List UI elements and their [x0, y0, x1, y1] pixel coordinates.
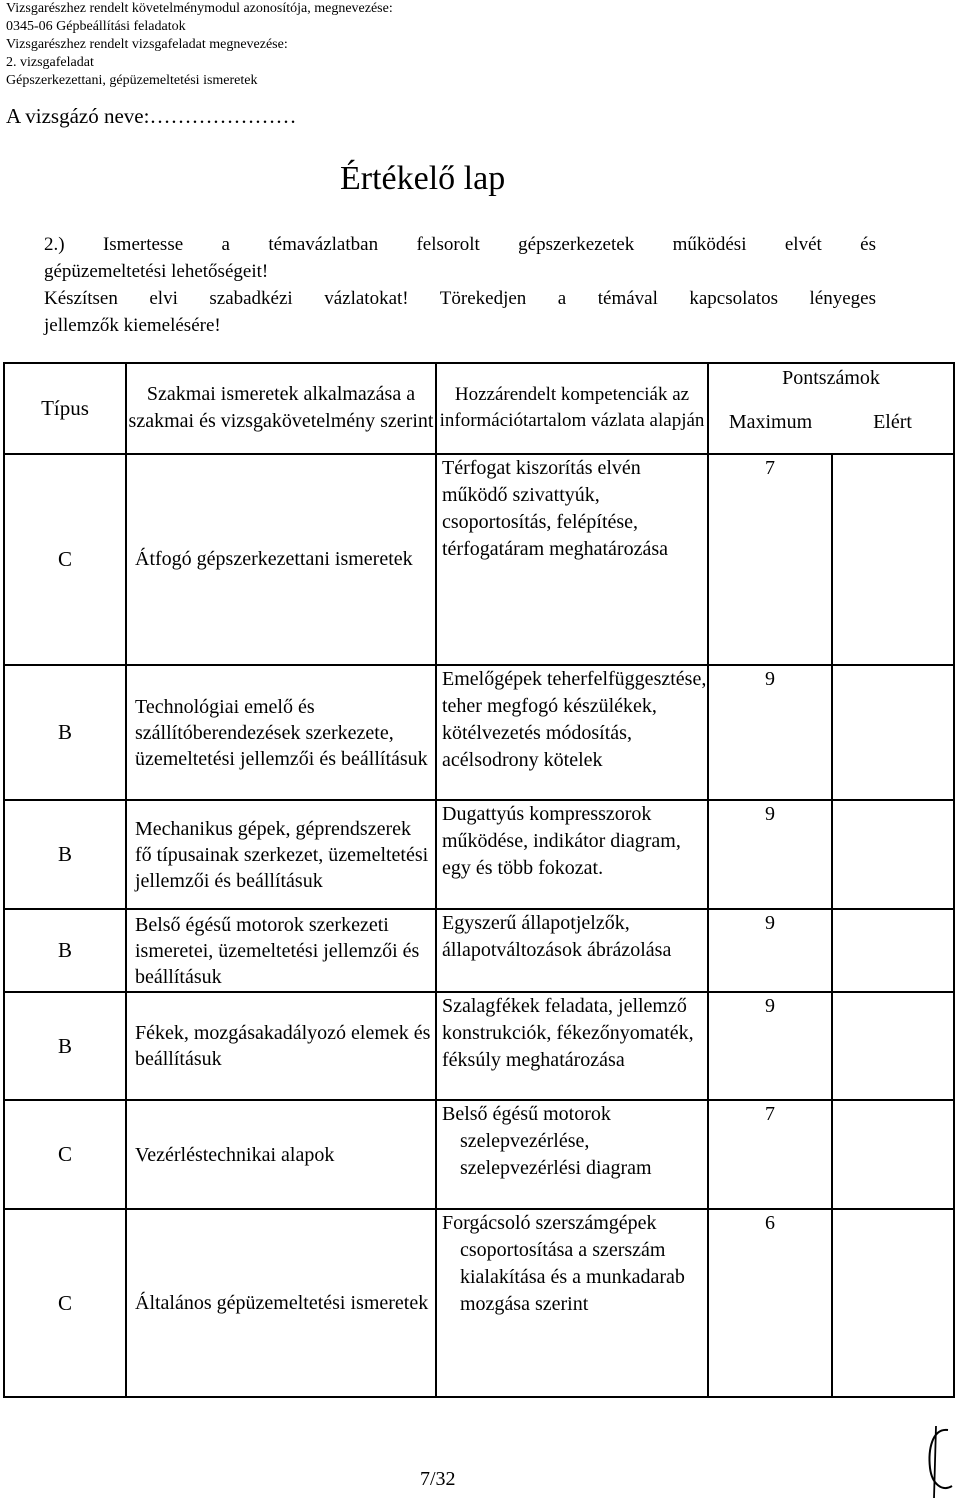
header-module-label: Vizsgarészhez rendelt követelménymodul azonosítója, megnevezése: [6, 1, 393, 16]
row-competence-text: Belső égésű motorok szelepvezérlése, szelepvezérlési diagram [442, 1103, 652, 1180]
row-achieved-points[interactable] [832, 1209, 954, 1397]
header-task-number: 2. vizsgafeladat [6, 55, 94, 70]
row-competence: Dugattyús kompresszorok működése, indikátor diagram, egy és több fokozat. [436, 800, 708, 909]
header-task-label: Vizsgarészhez rendelt vizsgafeladat megnevezése: [6, 37, 288, 52]
row-max-points: 7 [708, 454, 832, 665]
row-knowledge: Technológiai emelő és szállítóberendezések szerkezete, üzemeltetési jellemzői és beállításuk [126, 665, 436, 800]
table-header-row [4, 363, 954, 392]
row-knowledge: Átfogó gépszerkezettani ismeretek [126, 454, 436, 665]
table-row [4, 454, 954, 665]
row-achieved-points[interactable] [832, 1100, 954, 1209]
row-type: B [4, 909, 126, 992]
row-achieved-points[interactable] [832, 992, 954, 1100]
row-competence: Térfogat kiszorítás elvén működő szivattyúk, csoportosítás, felépítése, térfogatáram meghatározása [436, 454, 708, 665]
candidate-name-field[interactable]: A vizsgázó neve:………………… [6, 104, 297, 128]
header-maximum: Maximum [708, 392, 832, 454]
row-competence: Szalagfékek feladata, jellemző konstrukciók, fékezőnyomaték, féksúly meghatározása [436, 992, 708, 1100]
table-row [4, 1209, 954, 1397]
row-knowledge: Fékek, mozgásakadályozó elemek és beállításuk [126, 992, 436, 1100]
document-header [6, 0, 393, 90]
row-knowledge: Mechanikus gépek, géprendszerek fő típusainak szerkezet, üzemeltetési jellemzői és beállításuk [126, 800, 436, 909]
row-type: C [4, 454, 126, 665]
header-type: Típus [4, 363, 126, 454]
row-achieved-points[interactable] [832, 800, 954, 909]
row-max-points: 9 [708, 992, 832, 1100]
header-achieved: Elért [832, 392, 954, 454]
table-row [4, 992, 954, 1100]
row-type: B [4, 665, 126, 800]
row-max-points: 9 [708, 800, 832, 909]
table-row [4, 909, 954, 992]
task-line-2: gépüzemeltetési lehetőségeit! [44, 261, 269, 282]
header-knowledge: Szakmai ismeretek alkalmazása a szakmai és vizsgakövetelmény szerint [126, 363, 436, 454]
table-row [4, 1100, 954, 1209]
signature-mark [922, 1420, 958, 1500]
header-module-value: 0345-06 Gépbeállítási feladatok [6, 19, 186, 34]
row-competence: Egyszerű állapotjelzők, állapotváltozások ábrázolása [436, 909, 708, 992]
header-task-value: Gépszerkezettani, gépüzemeltetési ismeretek [6, 73, 258, 88]
row-max-points: 6 [708, 1209, 832, 1397]
table-row [4, 665, 954, 800]
page-title: Értékelő lap [340, 160, 506, 197]
row-max-points: 9 [708, 665, 832, 800]
header-competence: Hozzárendelt kompetenciák az információtartalom vázlata alapján [436, 363, 708, 454]
row-competence: Emelőgépek teherfelfüggesztése, teher megfogó készülékek, kötélvezetés módosítás, acélsodrony kötelek [436, 665, 708, 800]
row-competence-text: Forgácsoló szerszámgépek csoportosítása a szerszám kialakítása és a munkadarab mozgása szerint [442, 1212, 685, 1316]
evaluation-table [3, 362, 955, 1398]
page-number: 7/32 [420, 1468, 456, 1490]
header-points: Pontszámok [708, 363, 954, 392]
row-achieved-points[interactable] [832, 909, 954, 992]
row-knowledge: Belső égésű motorok szerkezeti ismeretei, üzemeltetési jellemzői és beállításuk [126, 909, 436, 992]
row-max-points: 7 [708, 1100, 832, 1209]
row-knowledge: Általános gépüzemeltetési ismeretek [126, 1209, 436, 1397]
row-knowledge: Vezérléstechnikai alapok [126, 1100, 436, 1209]
row-achieved-points[interactable] [832, 665, 954, 800]
task-description [44, 231, 876, 339]
row-achieved-points[interactable] [832, 454, 954, 665]
row-max-points: 9 [708, 909, 832, 992]
row-competence [436, 1100, 708, 1209]
task-line-4: jellemzők kiemelésére! [44, 315, 221, 336]
task-line-1: 2.) Ismertesse a témavázlatban felsorolt gépszerkezetek működési elvét és [44, 234, 876, 255]
task-line-3: Készítsen elvi szabadkézi vázlatokat! Törekedjen a témával kapcsolatos lényeges [44, 288, 876, 309]
row-type: B [4, 800, 126, 909]
row-type: C [4, 1100, 126, 1209]
row-competence [436, 1209, 708, 1397]
table-row [4, 800, 954, 909]
row-type: C [4, 1209, 126, 1397]
row-type: B [4, 992, 126, 1100]
